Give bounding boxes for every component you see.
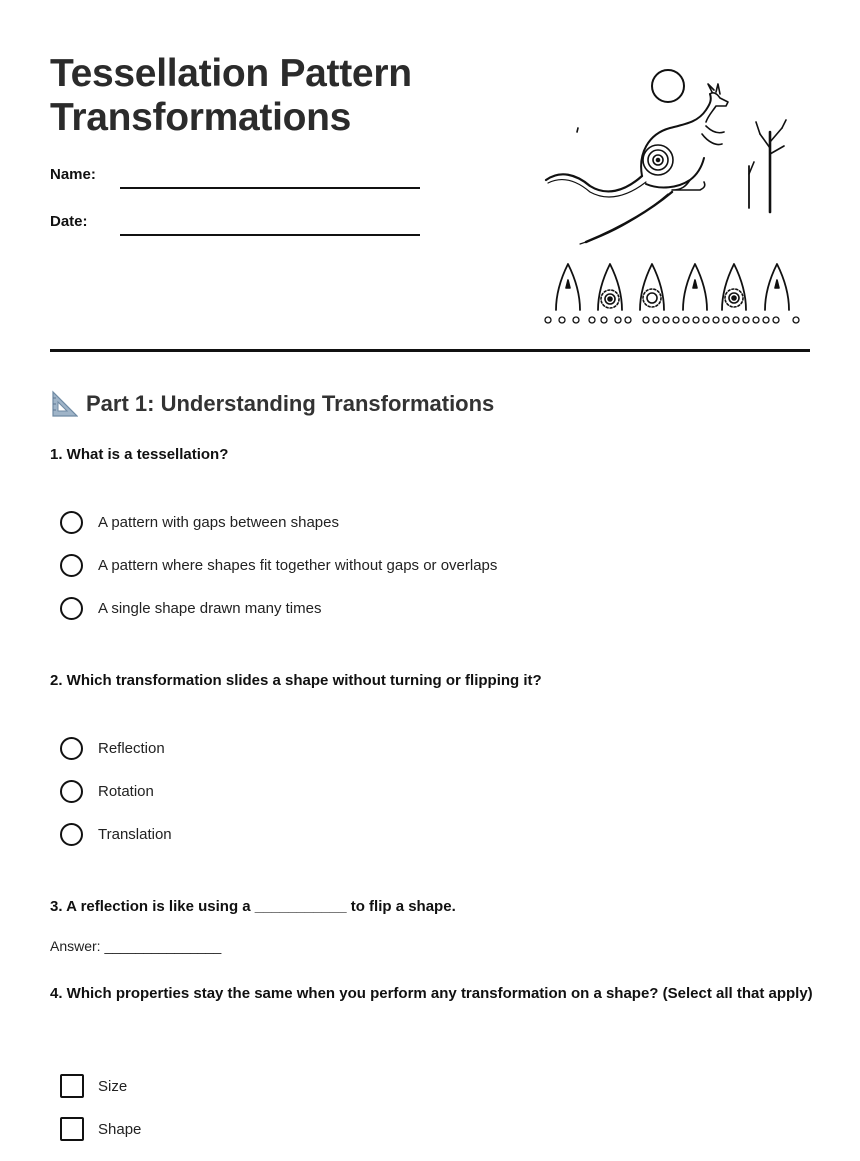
section-title: Part 1: Understanding Transformations [86, 391, 495, 416]
kangaroo-illustration [540, 62, 805, 332]
title-line-2: Transformations [50, 96, 352, 139]
radio-button[interactable] [60, 554, 83, 577]
option-label: A pattern where shapes fit together without gaps or overlaps [98, 556, 498, 574]
option-label: Reflection [98, 739, 165, 757]
option-label: Rotation [98, 782, 154, 800]
q1-option-3[interactable] [60, 595, 321, 621]
q1-option-1[interactable] [60, 509, 339, 535]
option-label: Translation [98, 825, 172, 843]
section-header [50, 388, 494, 420]
question-4: 4. Which properties stay the same when you perform any transformation on a shape? (Select all that apply) [50, 985, 813, 1002]
question-1: 1. What is a tessellation? [50, 446, 229, 463]
option-label: A pattern with gaps between shapes [98, 513, 339, 531]
q2-option-2[interactable] [60, 778, 154, 804]
radio-button[interactable] [60, 823, 83, 846]
q3-answer-field[interactable]: Answer: _______________ [50, 938, 222, 954]
worksheet-title [50, 52, 412, 140]
date-label: Date: [50, 213, 88, 230]
radio-button[interactable] [60, 511, 83, 534]
radio-button[interactable] [60, 597, 83, 620]
header-divider [50, 349, 810, 352]
question-2: 2. Which transformation slides a shape without turning or flipping it? [50, 672, 542, 689]
name-label: Name: [50, 166, 96, 183]
q4-option-1[interactable] [60, 1073, 127, 1099]
radio-button[interactable] [60, 780, 83, 803]
option-label: A single shape drawn many times [98, 599, 322, 617]
q1-option-2[interactable] [60, 552, 497, 578]
option-label: Size [98, 1077, 128, 1095]
title-line-1: Tessellation Pattern [50, 52, 412, 95]
checkbox[interactable] [60, 1117, 84, 1141]
name-field[interactable] [120, 187, 420, 189]
question-3: 3. A reflection is like using a ___________ to flip a shape. [50, 898, 456, 915]
checkbox[interactable] [60, 1074, 84, 1098]
date-field[interactable] [120, 234, 420, 236]
q2-option-1[interactable] [60, 735, 165, 761]
q4-option-2[interactable] [60, 1116, 141, 1142]
set-square-icon [50, 390, 78, 418]
radio-button[interactable] [60, 737, 83, 760]
option-label: Shape [98, 1120, 142, 1138]
q2-option-3[interactable] [60, 821, 172, 847]
